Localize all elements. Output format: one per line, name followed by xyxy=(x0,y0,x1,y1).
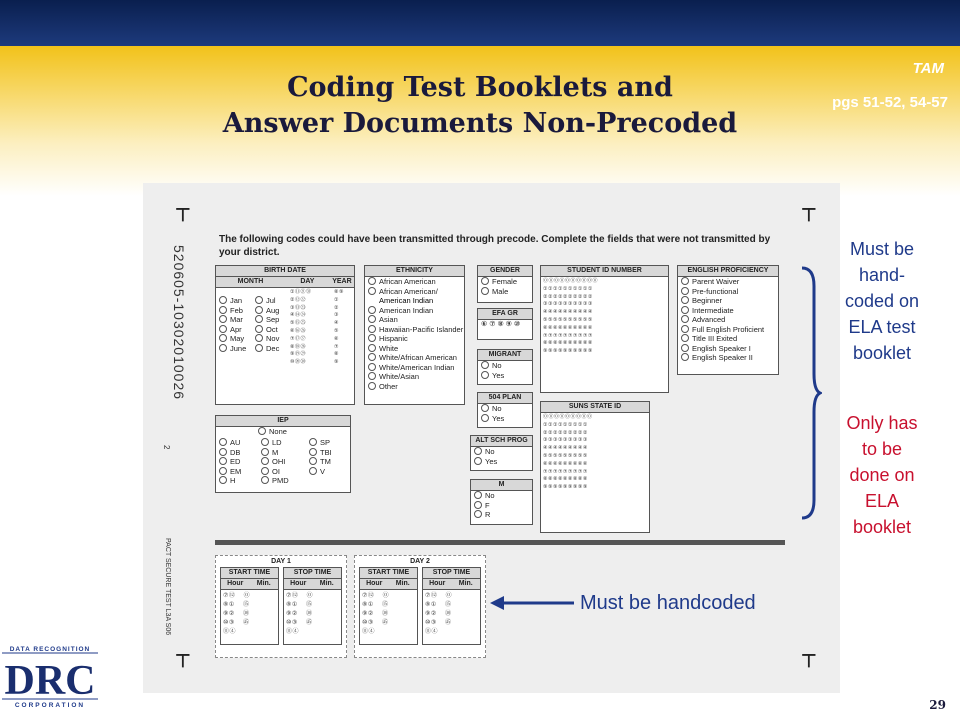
left-arrow-icon xyxy=(488,592,576,614)
english-proficiency-box xyxy=(677,265,779,375)
time-bubble-grid[interactable]: ⑦⑫ ⓪ ⑧① ⑮ ⑨② ㉚ ⑩③ ㊺ ⑪④ xyxy=(362,592,390,635)
vertical-small-number: 2 xyxy=(162,445,171,450)
corner-mark: ⊤ xyxy=(801,651,817,671)
months-first-half xyxy=(216,296,246,353)
months-second-half xyxy=(252,296,279,353)
ethnicity-option[interactable]: American Indian xyxy=(365,306,464,316)
month-option[interactable]: Nov xyxy=(252,334,279,344)
month-option[interactable]: Feb xyxy=(216,306,246,316)
day-2-start-time xyxy=(359,567,418,645)
ethnicity-option-continued: American Indian xyxy=(379,296,434,305)
ethnicity-option[interactable]: White/American Indian xyxy=(365,363,464,373)
min-label: Min. xyxy=(256,580,271,587)
proficiency-option[interactable]: Parent Waiver xyxy=(678,277,778,287)
m-header: M xyxy=(471,480,532,491)
month-option[interactable]: Aug xyxy=(252,306,279,316)
ela-only-note: Only has to be done on ELA booklet xyxy=(846,413,918,537)
student-id-bubble-grid[interactable]: ⓪⓪⓪⓪⓪⓪⓪⓪⓪⓪ ①①①①①①①①①① ②②②②②②②②②② ③③③③③③③③③③ ④④④④④④④④④④ ⑤⑤⑤⑤⑤⑤⑤⑤⑤⑤ ⑥⑥⑥⑥⑥⑥⑥⑥⑥⑥ ⑦⑦⑦⑦⑦⑦⑦⑦⑦⑦ ⑧⑧⑧⑧⑧⑧⑧⑧⑧⑧ ⑨⑨⑨⑨⑨⑨⑨⑨⑨⑨ xyxy=(543,278,599,355)
iep-option[interactable]: H xyxy=(216,476,241,486)
ethnicity-header: ETHNICITY xyxy=(365,266,464,277)
month-option[interactable]: Apr xyxy=(216,325,246,335)
iep-option[interactable]: OI xyxy=(258,467,289,477)
m-option[interactable]: No xyxy=(471,491,532,501)
day-2-box xyxy=(354,555,486,658)
gender-box xyxy=(477,265,533,303)
m-option[interactable]: F xyxy=(471,501,532,511)
efa-gr-header: EFA GR xyxy=(478,309,532,320)
year-label: YEAR xyxy=(332,278,352,285)
svg-text:DATA RECOGNITION: DATA RECOGNITION xyxy=(9,646,91,653)
ethnicity-option[interactable]: Asian xyxy=(365,315,464,325)
proficiency-option[interactable]: English Speaker I xyxy=(678,344,778,354)
min-label: Min. xyxy=(458,580,473,587)
hour-label: Hour xyxy=(290,580,307,587)
hour-label: Hour xyxy=(366,580,383,587)
section-divider xyxy=(215,540,785,545)
title-line-2: Answer Documents Non-Precoded xyxy=(222,108,738,139)
ethnicity-option[interactable]: White/Asian xyxy=(365,372,464,382)
ethnicity-option[interactable]: Other xyxy=(365,382,464,392)
plan-504-box xyxy=(477,392,533,428)
iep-column-3 xyxy=(306,438,332,476)
time-bubble-grid[interactable]: ⑦⑫ ⓪ ⑧① ⑮ ⑨② ㉚ ⑩③ ㊺ ⑪④ xyxy=(425,592,453,635)
month-option[interactable]: June xyxy=(216,344,246,354)
pages-reference: pgs 51-52, 54-57 xyxy=(832,94,948,111)
corner-mark: ⊤ xyxy=(175,651,191,671)
year-bubble-grid[interactable]: ⑧⑨ ① ② ③ ④ ⑤ ⑥ ⑦ ⑧ ⑨ xyxy=(334,289,344,366)
suns-state-id-bubble-grid[interactable]: ⓪⓪⓪⓪⓪⓪⓪⓪⓪ ①①①①①①①①① ②②②②②②②②② ③③③③③③③③③ ④④④④④④④④④ ⑤⑤⑤⑤⑤⑤⑤⑤⑤ ⑥⑥⑥⑥⑥⑥⑥⑥⑥ ⑦⑦⑦⑦⑦⑦⑦⑦⑦ ⑧⑧⑧⑧⑧⑧⑧⑧⑧ ⑨⑨⑨⑨⑨⑨⑨⑨⑨ xyxy=(543,414,593,491)
proficiency-option[interactable]: Title III Exited xyxy=(678,334,778,344)
iep-option[interactable]: ED xyxy=(216,457,241,467)
m-option[interactable]: R xyxy=(471,510,532,520)
start-time-header: START TIME xyxy=(221,568,278,579)
m-box xyxy=(470,479,533,525)
iep-option[interactable]: V xyxy=(306,467,332,477)
ethnicity-option[interactable]: Hispanic xyxy=(365,334,464,344)
min-label: Min. xyxy=(319,580,334,587)
proficiency-option[interactable]: Pre-functional xyxy=(678,287,778,297)
gender-option[interactable]: Male xyxy=(478,287,532,297)
birth-date-header: BIRTH DATE xyxy=(216,266,354,277)
min-label: Min. xyxy=(395,580,410,587)
migrant-option[interactable]: No xyxy=(478,361,532,371)
stop-time-header: STOP TIME xyxy=(423,568,480,579)
day-1-box xyxy=(215,555,347,658)
day-1-label: DAY 1 xyxy=(271,558,291,565)
iep-box xyxy=(215,415,351,493)
stop-time-header: STOP TIME xyxy=(284,568,341,579)
svg-text:CORPORATION: CORPORATION xyxy=(14,702,86,709)
alt-sch-prog-header: ALT SCH PROG xyxy=(471,436,532,447)
answer-document-image xyxy=(143,183,840,693)
efa-gr-bubbles[interactable]: ⑥ ⑦ ⑧ ⑨ ⑩ xyxy=(481,321,521,328)
month-option[interactable]: Dec xyxy=(252,344,279,354)
month-option[interactable]: Sep xyxy=(252,315,279,325)
month-option[interactable]: Jan xyxy=(216,296,246,306)
ethnicity-option[interactable]: African American/ xyxy=(365,287,464,297)
vertical-footer-text: PACT SECURE TEST L3A S06 xyxy=(164,538,171,636)
migrant-option[interactable]: Yes xyxy=(478,371,532,381)
svg-text:DRC: DRC xyxy=(4,658,96,704)
start-time-header: START TIME xyxy=(360,568,417,579)
english-proficiency-header: ENGLISH PROFICIENCY xyxy=(678,266,778,277)
day-2-label: DAY 2 xyxy=(410,558,430,565)
iep-option[interactable]: PMD xyxy=(258,476,289,486)
gender-header: GENDER xyxy=(478,266,532,277)
ethnicity-option[interactable]: African American xyxy=(365,277,464,287)
month-option[interactable]: May xyxy=(216,334,246,344)
iep-option[interactable]: DB xyxy=(216,448,241,458)
corner-mark: ⊤ xyxy=(801,205,817,225)
drc-logo xyxy=(0,644,100,710)
migrant-box xyxy=(477,349,533,385)
efa-gr-box xyxy=(477,308,533,340)
iep-option[interactable]: AU xyxy=(216,438,241,448)
day-1-stop-time xyxy=(283,567,342,645)
iep-header: IEP xyxy=(216,416,350,427)
suns-state-id-box xyxy=(540,401,650,533)
time-bubble-grid[interactable]: ⑦⑫ ⓪ ⑧① ⑮ ⑨② ㉚ ⑩③ ㊺ ⑪④ xyxy=(286,592,314,635)
alt-sch-prog-option[interactable]: No xyxy=(471,447,532,457)
proficiency-option[interactable]: Full English Proficient xyxy=(678,325,778,335)
iep-option[interactable]: M xyxy=(258,448,289,458)
month-option[interactable]: Jul xyxy=(252,296,279,306)
vertical-id-number: 520605-10302010026 xyxy=(171,245,187,401)
month-option[interactable]: Oct xyxy=(252,325,279,335)
gender-option[interactable]: Female xyxy=(478,277,532,287)
time-bubble-grid[interactable]: ⑦⑫ ⓪ ⑧① ⑮ ⑨② ㉚ ⑩③ ㊺ ⑪④ xyxy=(223,592,251,635)
iep-column-1 xyxy=(216,438,241,486)
iep-option[interactable]: SP xyxy=(306,438,332,448)
student-id-box xyxy=(540,265,669,393)
proficiency-option[interactable]: Advanced xyxy=(678,315,778,325)
iep-option[interactable]: OHI xyxy=(258,457,289,467)
page-number: 29 xyxy=(929,698,946,712)
month-option[interactable]: Mar xyxy=(216,315,246,325)
day-label: DAY xyxy=(300,278,315,285)
iep-column-2 xyxy=(258,438,289,486)
day-bubble-grid[interactable]: ①⑪㉑㉛ ②⑫㉒ ③⑬㉓ ④⑭㉔ ⑤⑮㉕ ⑥⑯㉖ ⑦⑰㉗ ⑧⑱㉘ ⑨⑲㉙ ⑩⑳㉚ xyxy=(290,289,312,366)
hour-label: Hour xyxy=(429,580,446,587)
ethnicity-option[interactable]: White xyxy=(365,344,464,354)
handcoded-note: Must be handcoded xyxy=(580,592,756,614)
plan-504-header: 504 PLAN xyxy=(478,393,532,404)
hand-coded-note: Must be hand- coded on ELA test booklet xyxy=(844,239,920,363)
title-line-1: Coding Test Booklets and xyxy=(287,72,673,103)
iep-option[interactable]: LD xyxy=(258,438,289,448)
alt-sch-prog-option[interactable]: Yes xyxy=(471,457,532,467)
iep-option[interactable]: TBI xyxy=(306,448,332,458)
ethnicity-option[interactable]: Hawaiian-Pacific Islander xyxy=(365,325,464,335)
proficiency-option[interactable]: Intermediate xyxy=(678,306,778,316)
birth-date-box xyxy=(215,265,355,405)
iep-option[interactable]: TM xyxy=(306,457,332,467)
student-id-header: STUDENT ID NUMBER xyxy=(541,266,668,277)
top-navy-bar xyxy=(0,0,960,46)
day-1-start-time xyxy=(220,567,279,645)
migrant-header: MIGRANT xyxy=(478,350,532,361)
proficiency-option[interactable]: English Speaker II xyxy=(678,353,778,363)
day-2-stop-time xyxy=(422,567,481,645)
plan-504-option[interactable]: Yes xyxy=(478,414,532,424)
suns-state-id-header: SUNS STATE ID xyxy=(541,402,649,413)
instructions-text: The following codes could have been transmitted through precode. Complete the fields that were not transmitted by your district. xyxy=(219,234,771,258)
plan-504-option[interactable]: No xyxy=(478,404,532,414)
tam-label: TAM xyxy=(912,60,944,77)
slide-title xyxy=(150,70,810,142)
iep-option[interactable]: EM xyxy=(216,467,241,477)
month-label: MONTH xyxy=(237,278,264,285)
proficiency-option[interactable]: Beginner xyxy=(678,296,778,306)
hour-label: Hour xyxy=(227,580,244,587)
alt-sch-prog-box xyxy=(470,435,533,471)
ethnicity-box xyxy=(364,265,465,405)
ethnicity-option[interactable]: White/African American xyxy=(365,353,464,363)
corner-mark: ⊤ xyxy=(175,205,191,225)
iep-none-option[interactable]: None xyxy=(216,427,350,437)
